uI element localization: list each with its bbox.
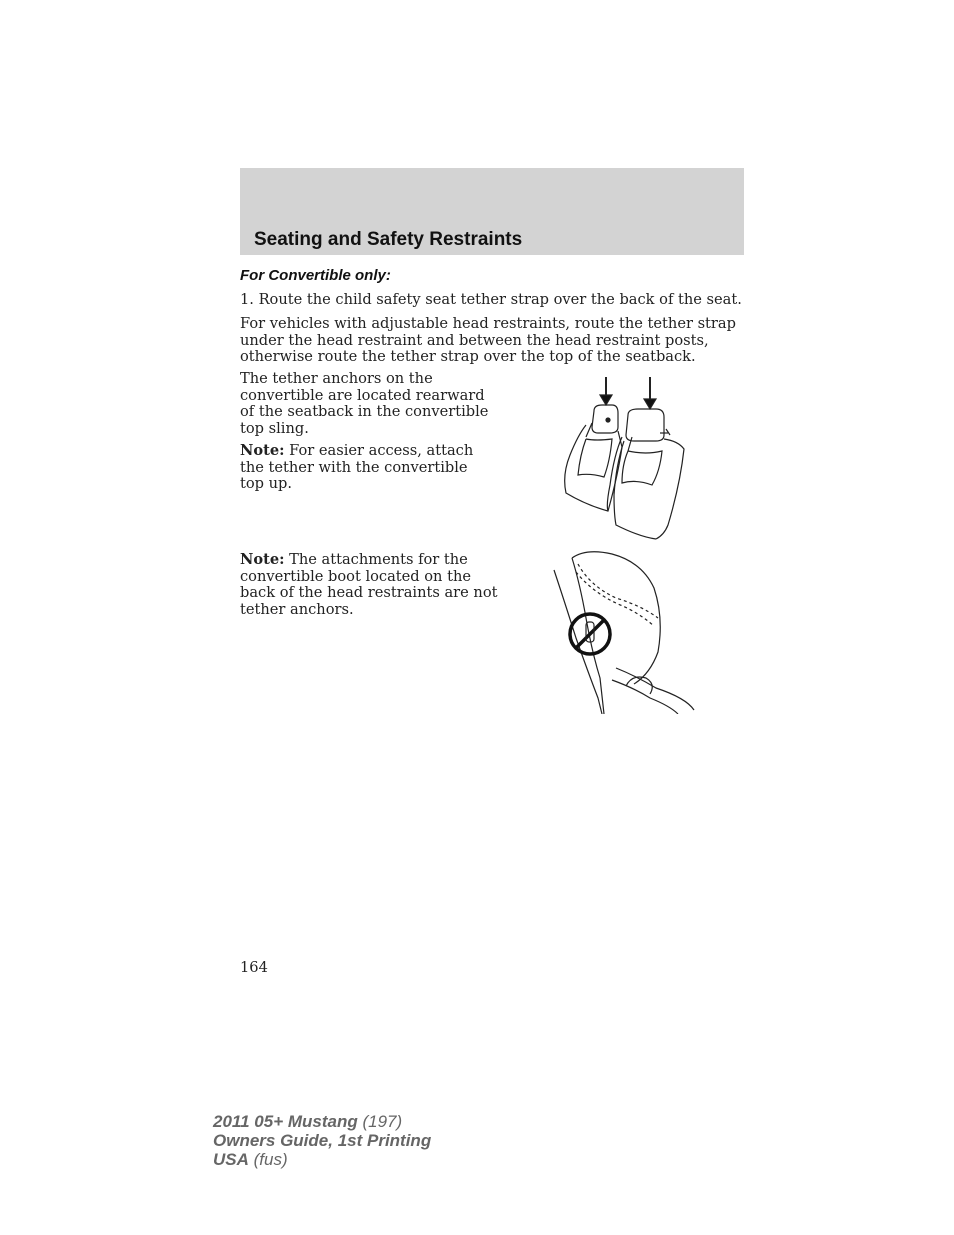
footer-market: USA [213,1150,249,1169]
adjustable-head-restraint-text: For vehicles with adjustable head restraints, route the tether strap under the head restraint and between the head restraint posts, otherwise route the tether strap over the top of the seatback. [240,315,736,365]
note-body-2: The attachments for the convertible boot located on the back of the head restraints are not tether anchors. [240,551,498,618]
footer-line-3 [213,1150,431,1169]
footer-model-code: (197) [357,1112,403,1131]
note-body: For easier access, attach the tether with the convertible top up. [240,442,474,492]
page-number: 164 [240,959,268,976]
note-label: Note: [240,442,285,459]
footer-market-code: (fus) [248,1150,288,1169]
step-1-text: 1. Route the child safety seat tether strap over the back of the seat. [240,291,742,308]
tether-anchors-text: The tether anchors on the convertible are located rearward of the seatback in the convertible top sling. [240,370,489,437]
rear-seat-tether-anchor-illustration [556,375,690,540]
footer-line-2: Owners Guide, 1st Printing [213,1131,432,1150]
note-boot-attachments [240,552,500,618]
section-title: Seating and Safety Restraints [254,229,523,250]
note-easier-access [240,443,490,493]
footer-model: 2011 05+ Mustang [213,1112,358,1131]
subheading: For Convertible only: [240,267,391,284]
footer-line-1 [213,1112,431,1131]
footer [213,1112,431,1169]
note-label-2: Note: [240,551,285,568]
section-header-band [240,168,744,255]
head-restraint-prohibited-illustration [546,548,698,714]
